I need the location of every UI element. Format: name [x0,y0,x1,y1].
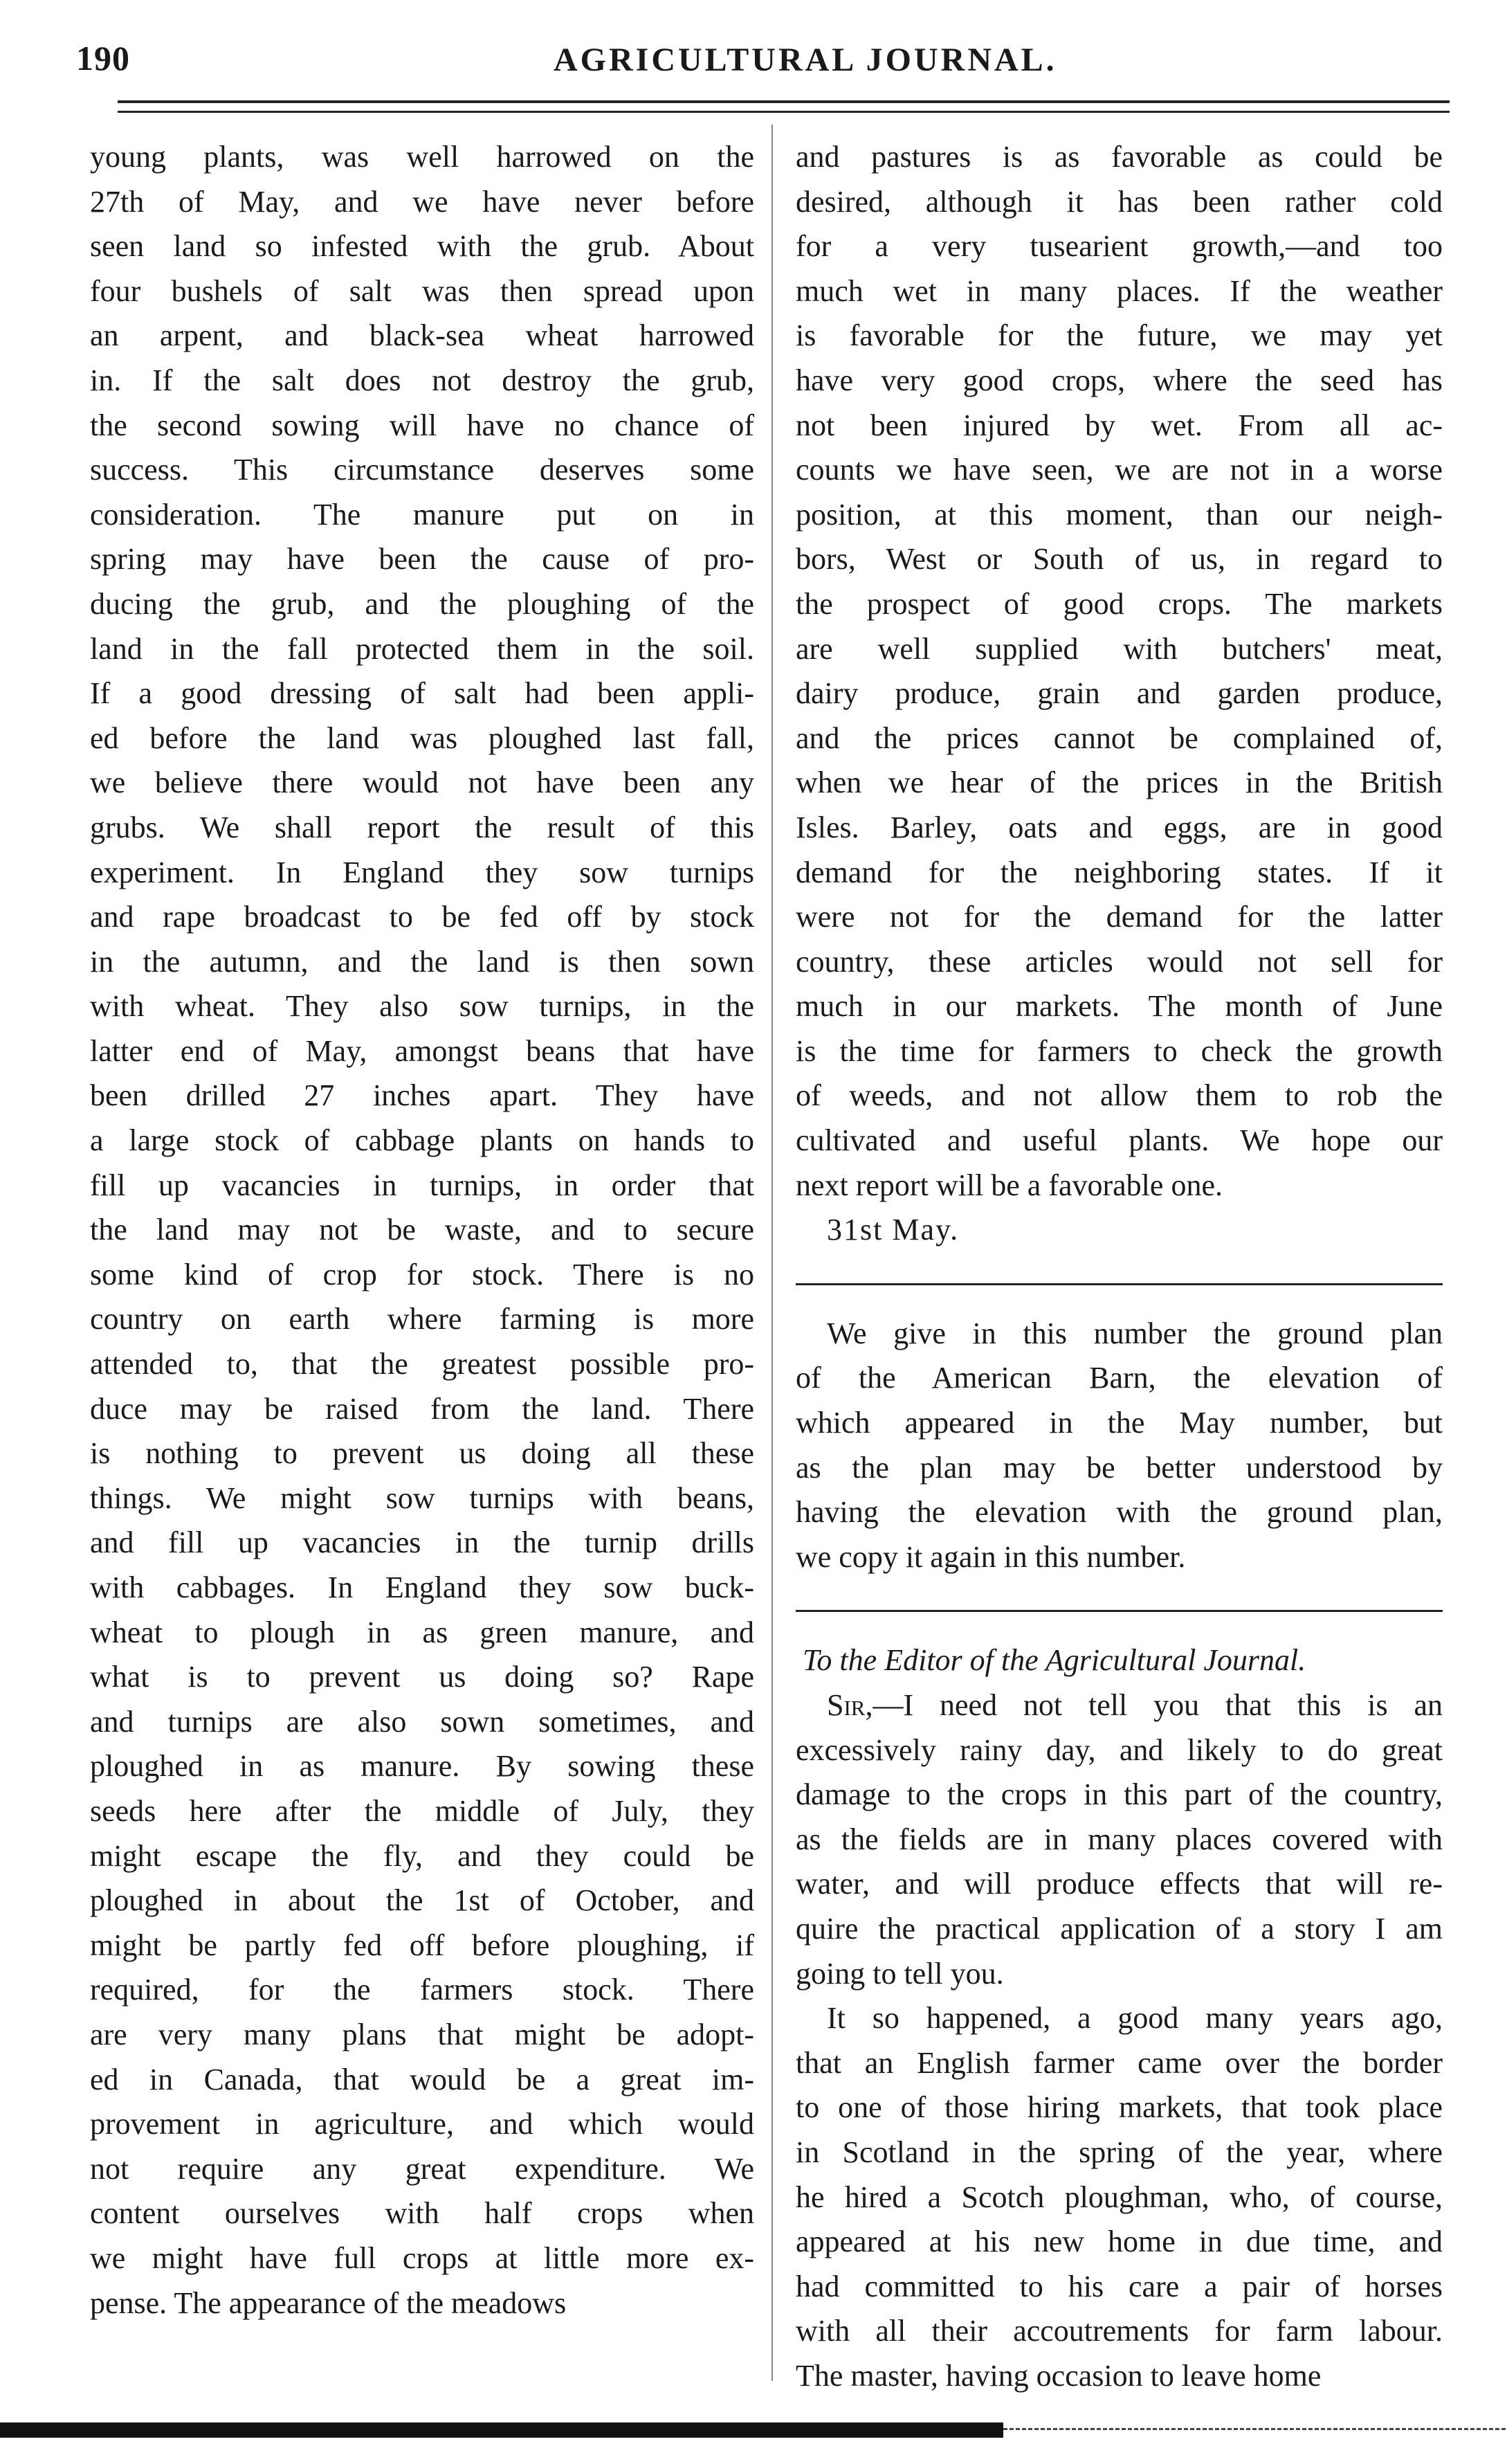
text-line: going to tell you. [796,1956,1004,1991]
text-line: of the American Barn, the elevation of [796,1361,1443,1395]
text-line: ploughed in about the 1st of October, and [90,1883,754,1918]
text-line: as the fields are in many places covered with [796,1822,1443,1856]
text-line: country on earth where farming is more [90,1302,754,1337]
text-line: grubs. We shall report the result of this [90,810,754,844]
text-line: we believe there would not have been any [90,766,754,800]
text-line: fill up vacancies in turnips, in order that [90,1168,754,1202]
text-line: and pastures is as favorable as could be [796,140,1443,174]
text-line: we might have full crops at little more ex- [90,2240,754,2275]
text-line: much wet in many places. If the weather [796,273,1443,308]
text-line: is favorable for the future, we may yet [796,318,1443,353]
text-line: some kind of crop for stock. There is no [90,1257,754,1292]
text-line: wheat to plough in as green manure, and [90,1615,754,1649]
barn-plan-notice [796,1312,1443,1580]
text-line: quire the practical application of a story I am [796,1911,1443,1946]
text-line: having the elevation with the ground plan, [796,1495,1443,1530]
text-line: the land may not be waste, and to secure [90,1213,754,1247]
page-number: 190 [76,39,130,78]
text-line: he hired a Scotch ploughman, who, of course, [796,2180,1443,2214]
text-line: and the prices cannot be complained of, [796,721,1443,755]
text-line: We give in this number the ground plan [827,1316,1443,1350]
text-line: bors, West or South of us, in regard to [796,542,1443,577]
page-header [0,31,1507,93]
text-line: pense. The appearance of the meadows [90,2285,567,2320]
right-column [796,135,1443,2399]
running-title: AGRICULTURAL JOURNAL. [554,42,1057,78]
section-rule-2 [796,1610,1443,1612]
page-bottom-rule [1003,2428,1507,2432]
text-line: spring may have been the cause of pro- [90,542,754,577]
text-line: and turnips are also sown sometimes, and [90,1704,754,1739]
text-line: which appeared in the May number, but [796,1406,1443,1440]
text-line: consideration. The manure put on in [90,497,754,532]
text-line: counts we have seen, we are not in a worse [796,453,1443,487]
text-line: the prospect of good crops. The markets [796,586,1443,621]
crop-report-continued [796,135,1443,1208]
text-line: seen land so infested with the grub. About [90,229,754,264]
text-line: a large stock of cabbage plants on hands to [90,1123,754,1158]
text-line: country, these articles would not sell for [796,944,1443,979]
report-date: 31st May. [827,1213,960,1247]
text-line: provement in agriculture, and which would [90,2107,754,2141]
text-line: and fill up vacancies in the turnip drills [90,1525,754,1560]
text-line: not been injured by wet. From all ac- [796,408,1443,442]
text-line: is nothing to prevent us doing all these [90,1436,754,1471]
text-line: ed before the land was ploughed last fall, [90,721,754,755]
text-line: next report will be a favorable one. [796,1168,1223,1202]
text-line: for a very tusearient growth,—and too [796,229,1443,264]
text-line: of weeds, and not allow them to rob the [796,1078,1443,1113]
text-line: damage to the crops in this part of the country, [796,1777,1443,1812]
text-line: to one of those hiring markets, that took place [796,2090,1443,2125]
text-line: are well supplied with butchers' meat, [796,631,1443,666]
text-line: that an English farmer came over the border [796,2045,1443,2080]
text-line: young plants, was well harrowed on the [90,140,754,174]
text-line: Isles. Barley, oats and eggs, are in good [796,810,1443,844]
text-line: were not for the demand for the latter [796,900,1443,934]
text-line [796,1683,1443,1728]
text-line: water, and will produce effects that will re- [796,1867,1443,1901]
text-line: not require any great expenditure. We [90,2151,754,2186]
text-line: experiment. In England they sow turnips [90,855,754,889]
text-line: with wheat. They also sow turnips, in the [90,989,754,1024]
text-line: cultivated and useful plants. We hope our [796,1123,1443,1158]
text-line: excessively rainy day, and likely to do great [796,1732,1443,1767]
text-line: and rape broadcast to be fed off by stock [90,900,754,934]
text-line: the second sowing will have no chance of [90,408,754,442]
section-rule [796,1283,1443,1285]
text-line: desired, although it has been rather cold [796,184,1443,219]
text-line: ducing the grub, and the ploughing of the [90,586,754,621]
letter-body [796,1683,1443,2399]
text-line: four bushels of salt was then spread upon [90,273,754,308]
text-line: had committed to his care a pair of horses [796,2269,1443,2303]
text-line: might escape the fly, and they could be [90,1838,754,1873]
text-line: when we hear of the prices in the British [796,766,1443,800]
text-line: ploughed in as manure. By sowing these [90,1749,754,1784]
text-line: land in the fall protected them in the soil. [90,631,754,666]
letter-address: To the Editor of the Agricultural Journal. [803,1643,1306,1678]
left-column [90,135,754,2326]
header-rule [118,100,1450,103]
text-line: ed in Canada, that would be a great im- [90,2062,754,2096]
text-line: in Scotland in the spring of the year, where [796,2135,1443,2169]
text-line: demand for the neighboring states. If it [796,855,1443,889]
text-line: appeared at his new home in due time, and [796,2225,1443,2259]
text-line: with all their accoutrements for farm labour. [796,2314,1443,2348]
text-line: with cabbages. In England they sow buck- [90,1570,754,1604]
text-line: are very many plans that might be adopt- [90,2017,754,2051]
text-line: we copy it again in this number. [796,1539,1186,1574]
text-line: duce may be raised from the land. There [90,1391,754,1426]
text-line: required, for the farmers stock. There [90,1973,754,2007]
text-line-rest: —I need not tell you that this is an [873,1688,1443,1722]
text-line: content ourselves with half crops when [90,2196,754,2231]
text-line: It so happened, a good many years ago, [827,2001,1443,2036]
text-line: what is to prevent us doing so? Rape [90,1660,754,1694]
text-line: an arpent, and black-sea wheat harrowed [90,318,754,353]
text-line: 27th of May, and we have never before [90,184,754,219]
text-line: latter end of May, amongst beans that have [90,1033,754,1068]
text-line: been drilled 27 inches apart. They have [90,1078,754,1113]
text-line: position, at this moment, than our neigh- [796,497,1443,532]
column-divider [771,125,773,2381]
text-line: is the time for farmers to check the growth [796,1033,1443,1068]
text-line: If a good dressing of salt had been appli- [90,676,754,711]
text-line: as the plan may be better understood by [796,1450,1443,1485]
text-line: in. If the salt does not destroy the grub, [90,363,754,397]
text-line: have very good crops, where the seed has [796,363,1443,397]
text-line: much in our markets. The month of June [796,989,1443,1024]
text-line: in the autumn, and the land is then sown [90,944,754,979]
text-line: attended to, that the greatest possible pro- [90,1347,754,1382]
text-line: seeds here after the middle of July, they [90,1793,754,1828]
header-rule-secondary [118,111,1450,113]
text-line: dairy produce, grain and garden produce, [796,676,1443,711]
text-line: The master, having occasion to leave home [796,2358,1322,2393]
page-bottom-bar [0,2422,1003,2438]
text-line: might be partly fed off before ploughing, if [90,1928,754,1962]
text-line: things. We might sow turnips with beans, [90,1480,754,1515]
text-line: success. This circumstance deserves some [90,453,754,487]
letter-salutation: Sir, [827,1688,873,1722]
